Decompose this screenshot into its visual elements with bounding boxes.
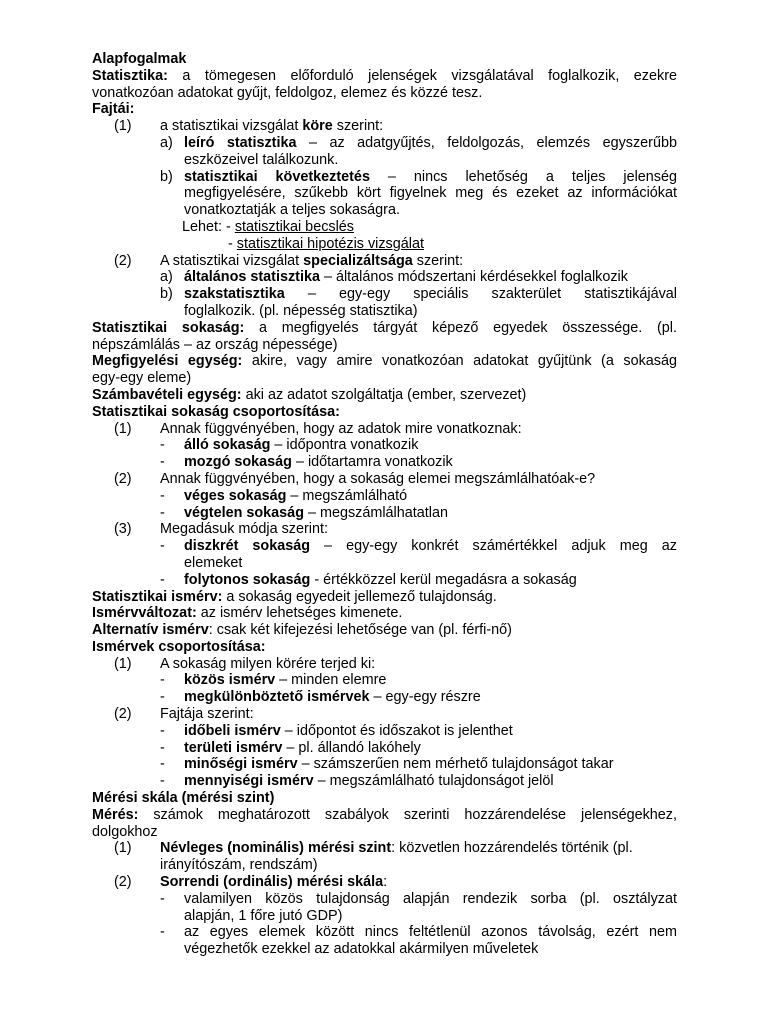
sublist-text: mennyiségi ismérv – megszámlálható tulajdonságot jelöl [184, 773, 554, 790]
sublist-item: - időbeli ismérv – időpontot és időszakot is jelenthet [92, 723, 677, 740]
sublist-text: szakstatisztika – egy-egy speciális szakterület statisztikájával [184, 286, 677, 303]
sublist-text: az egyes elemek között nincs feltétlenül azonos távolság, ezért nem [184, 924, 677, 941]
list-item-1 [92, 421, 677, 438]
list-item-3 [92, 521, 677, 538]
text-line: végezhetők ezekkel az adatokkal akármilyen műveletek [184, 941, 539, 958]
def-szambaveteli-egyseg: Számbavételi egység: aki az adatot szolgáltatja (ember, szervezet) [92, 386, 527, 403]
sublist-item: - folytonos sokaság - értékközzel kerül megadásra a sokaság [92, 572, 677, 589]
text-line: elemeket [184, 554, 243, 571]
sublist-text: végtelen sokaság – megszámlálhatatlan [184, 504, 448, 521]
heading-alapfogalmak: Alapfogalmak [92, 51, 187, 67]
text-line: foglalkozik. (pl. népesség statisztika) [184, 302, 418, 319]
sublist-marker: b) [160, 286, 173, 303]
sublist-text: véges sokaság – megszámlálható [184, 487, 408, 504]
def-alternativ-ismerv: Alternatív ismérv: csak két kifejezési lehetősége van (pl. férfi-nő) [92, 622, 512, 639]
def-megfigyelesi-egyseg: Megfigyelési egység: akire, vagy amire vonatkozóan adatokat gyűjtünk (a sokaság [92, 353, 677, 370]
sublist-text: közös ismérv – minden elemre [184, 672, 387, 689]
text-line: alapján, 1 főre jutó GDP) [184, 907, 343, 924]
sublist-text: valamilyen közös tulajdonság alapján rendezik sorba (pl. osztályzat [184, 890, 677, 907]
list-item-2 [92, 471, 677, 488]
list-text: Sorrendi (ordinális) mérési skála: [160, 874, 388, 891]
sublist-text: diszkrét sokaság – egy-egy konkrét számértékkel adjuk meg az [184, 538, 677, 555]
heading-fajtai: Fajtái: [92, 101, 135, 118]
heading-sokasag-csoportositasa: Statisztikai sokaság csoportosítása: [92, 403, 340, 420]
sublist-item: - álló sokaság – időpontra vonatkozik [92, 437, 677, 454]
sublist-marker: a) [160, 269, 173, 286]
sublist-text: mozgó sokaság – időtartamra vonatkozik [184, 454, 453, 471]
link-becsles: statisztikai becslés [234, 218, 354, 235]
sublist-item: - minőségi ismérv – számszerűen nem mérhető tulajdonságot takar [92, 756, 677, 773]
list-number: (2) [114, 706, 132, 723]
sublist-item: - megkülönböztető ismérvek – egy-egy részre [92, 689, 677, 706]
sublist-item: - valamilyen közös tulajdonság alapján rendezik sorba (pl. osztályzat [160, 890, 677, 907]
list-number: (3) [114, 521, 132, 538]
sublist-item: - végtelen sokaság – megszámlálhatatlan [92, 505, 677, 522]
list-number: (2) [114, 874, 132, 891]
sublist-text: statisztikai következtetés – nincs lehetőség a teljes jelenség [184, 168, 677, 185]
lehet-line: Lehet: - statisztikai becslés [182, 218, 354, 235]
text-line: vonatkozóan adatokat gyűjt, feldolgoz, elemez és közzé tesz. [92, 84, 483, 101]
def-statisztikai-ismerv: Statisztikai ismérv: a sokaság egyedeit jellemező tulajdonság. [92, 588, 497, 605]
list-text: Névleges (nominális) mérési szint: közvetlen hozzárendelés történik (pl. [160, 840, 633, 857]
sublist-item: - diszkrét sokaság – egy-egy konkrét számértékkel adjuk meg az [160, 538, 677, 555]
sublist-marker: b) [160, 168, 173, 185]
sublist-text: területi ismérv – pl. állandó lakóhely [184, 739, 421, 756]
sublist-item-a [92, 135, 677, 152]
def-statisztikai-sokasag: Statisztikai sokaság: a megfigyelés tárgyát képező egyedek összessége. (pl. [92, 319, 677, 336]
list-item-2 [92, 253, 677, 270]
list-text: a statisztikai vizsgálat köre szerint: [160, 118, 384, 135]
list-text: A sokaság milyen körére terjed ki: [160, 655, 376, 672]
list-number: (1) [114, 118, 132, 135]
list-item-1 [92, 656, 677, 673]
sublist-item: - az egyes elemek között nincs feltétlenül azonos távolság, ezért nem [160, 924, 677, 941]
sublist-item-b [92, 286, 677, 303]
list-item-2 [92, 874, 677, 891]
text-line: eszközeivel találkozunk. [184, 151, 339, 168]
sublist-text: minőségi ismérv – számszerűen nem mérhető tulajdonságot takar [184, 756, 614, 773]
text-line: vonatkoztatják a teljes sokaságra. [184, 202, 400, 219]
list-number: (2) [114, 470, 132, 487]
def-ismervvaltozat: Ismérvváltozat: az ismérv lehetséges kimenete. [92, 605, 403, 622]
def-meres: Mérés: számok meghatározott szabályok szerinti hozzárendelése jelenségekhez, [92, 806, 677, 823]
list-number: (1) [114, 655, 132, 672]
text-line: népszámlálás – az ország népessége) [92, 336, 338, 353]
sublist-item: - véges sokaság – megszámlálható [92, 488, 677, 505]
term-statisztika: Statisztika: [92, 67, 168, 84]
sublist-item: - mozgó sokaság – időtartamra vonatkozik [92, 454, 677, 471]
def-statisztika [92, 68, 677, 85]
text-line: megfigyelésére, szűkebb kört figyelnek meg és ezeket az információkat [184, 185, 677, 202]
link-hipotezis: statisztikai hipotézis vizsgálat [236, 235, 424, 252]
heading-ismervek-csoportositasa: Ismérvek csoportosítása: [92, 638, 266, 655]
text-line: dolgokhoz [92, 823, 158, 840]
sublist-text: álló sokaság – időpontra vonatkozik [184, 437, 419, 454]
list-item-2 [92, 706, 677, 723]
sublist-item-a [92, 269, 677, 286]
list-number: (1) [114, 420, 132, 437]
list-text: Fajtája szerint: [160, 706, 254, 723]
list-text: Megadásuk módja szerint: [160, 521, 328, 538]
sublist-text: folytonos sokaság - értékközzel kerül megadásra a sokaság [184, 571, 577, 588]
sublist-item: - területi ismérv – pl. állandó lakóhely [92, 740, 677, 757]
sublist-item: - közös ismérv – minden elemre [92, 672, 677, 689]
list-text: Annak függvényében, hogy a sokaság elemei megszámlálhatóak-e? [160, 470, 596, 487]
text-line: egy-egy eleme) [92, 370, 192, 387]
def-text: a tömegesen előforduló jelenségek vizsgálatával foglalkozik, ezekre [167, 67, 677, 84]
text-line: irányítószám, rendszám) [160, 857, 318, 874]
list-item-1 [92, 118, 677, 135]
list-text: A statisztikai vizsgálat specializáltsága szerint: [160, 252, 464, 269]
sublist-marker: a) [160, 134, 173, 151]
sublist-text: általános statisztika – általános módszertani kérdésekkel foglalkozik [184, 269, 628, 286]
sublist-text: leíró statisztika – az adatgyűjtés, feldolgozás, elemzés egyszerűbb [184, 134, 677, 151]
sublist-text: megkülönböztető ismérvek – egy-egy részre [184, 689, 481, 706]
list-number: (1) [114, 840, 132, 857]
document-page [92, 51, 677, 958]
lehet-line-2: - statisztikai hipotézis vizsgálat [228, 235, 424, 252]
list-item-1 [92, 840, 677, 857]
sublist-text: időbeli ismérv – időpontot és időszakot is jelenthet [184, 722, 513, 739]
heading-meresi-skala: Mérési skála (mérési szint) [92, 790, 275, 807]
sublist-item: - mennyiségi ismérv – megszámlálható tulajdonságot jelöl [92, 773, 677, 790]
sublist-item-b [92, 169, 677, 186]
list-number: (2) [114, 252, 132, 269]
list-text: Annak függvényében, hogy az adatok mire vonatkoznak: [160, 420, 522, 437]
